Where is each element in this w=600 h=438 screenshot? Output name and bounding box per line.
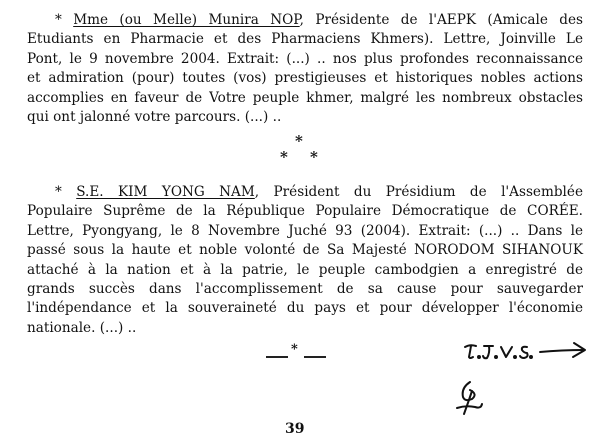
page-number: 39 (285, 421, 305, 437)
entry-line: Pont, le 9 novembre 2004. Extrait: (...) .. nos plus profondes reconnaissance (27, 50, 583, 67)
handwritten-flourish-mark (452, 378, 486, 418)
entry-munira-nop (27, 11, 583, 127)
entry-text: , Présidente de l'AEPK (Amicale des (299, 12, 583, 28)
entry-line: nationale. (...) .. (27, 319, 137, 336)
divider-star: * (291, 342, 298, 357)
entry-marker: * (55, 184, 62, 200)
entry-line: Lettre, Pyongyang, le 8 Novembre Juché 93 (2004). Extrait: (...) .. Dans le (27, 222, 583, 239)
entry-name: Mme (ou Melle) Munira NOP (73, 12, 300, 28)
entry-line: l'indépendance et la souveraineté du pays et pour développer l'économie (27, 300, 583, 317)
entry-marker: * (55, 12, 62, 28)
separator-star: * (295, 132, 303, 150)
entry-line: et admiration (pour) toutes (vos) prestigieuses et historiques nobles actions (27, 70, 583, 87)
entry-line: passé sous la haute et noble volonté de Sa Majesté NORODOM SIHANOUK (27, 242, 583, 259)
entry-line: Etudiants en Pharmacie et des Pharmaciens Khmers). Lettre, Joinville Le (27, 31, 583, 48)
entry-name: S.E. KIM YONG NAM (76, 184, 255, 200)
separator-star: * (280, 148, 288, 166)
entry-line: attaché à la nation et à la patrie, le peuple cambodgien a enregistré de (27, 261, 583, 278)
entry-text: , Président du Présidium de l'Assemblée (254, 184, 583, 200)
divider-dash (304, 356, 326, 358)
entry-first-line (27, 183, 583, 202)
divider-dash (266, 356, 288, 358)
entry-line: Populaire Suprême de la République Populaire Démocratique de CORÉE. (27, 203, 583, 220)
entry-line: accomplies en faveur de Votre peuple khmer, malgré les nombreux obstacles (27, 89, 583, 106)
entry-line: qui ont jalonné votre parcours. (...) .. (27, 109, 282, 126)
entry-first-line (27, 11, 583, 30)
separator-star: * (310, 148, 318, 166)
handwritten-initials-arrow (462, 338, 590, 368)
entry-line: grands succès dans l'accomplissement de sa cause pour sauvegarder (27, 281, 583, 298)
entry-kim-yong-nam (27, 183, 583, 338)
